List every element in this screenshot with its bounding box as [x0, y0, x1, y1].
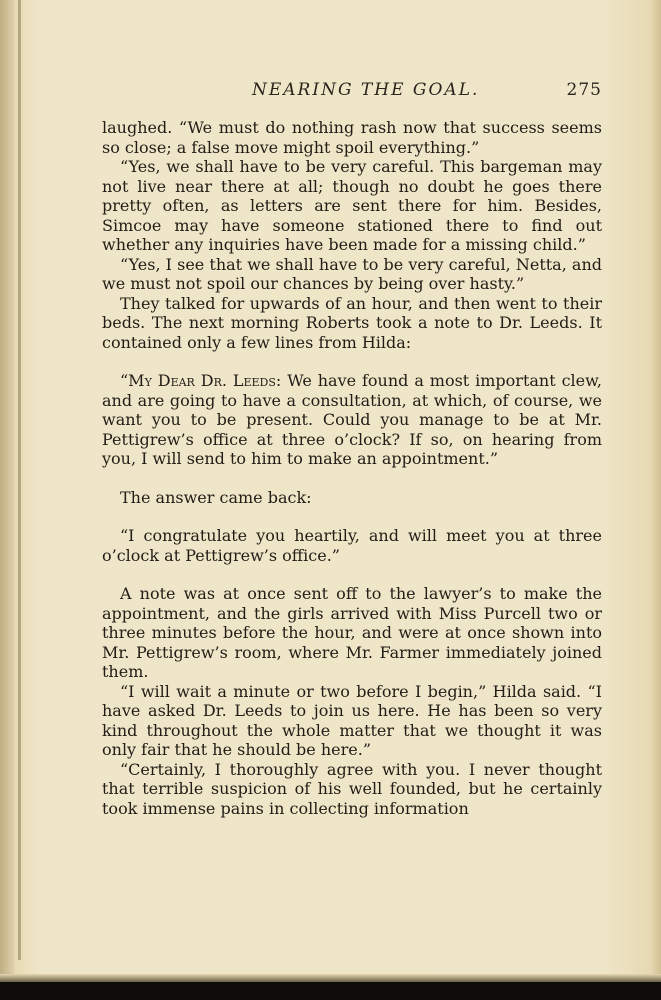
binding-shadow — [0, 0, 14, 980]
page-number: 275 — [566, 80, 602, 100]
spacer — [102, 352, 602, 371]
body-text — [102, 118, 602, 818]
paragraph: “Certainly, I thoroughly agree with you. I never thought that terrible suspicion of his well founded, but he certainly took immense pains in collecting information — [102, 759, 602, 818]
letter-salutation: “My Dear Dr. Leeds: — [120, 371, 282, 390]
scan-bottom-border — [0, 982, 661, 1000]
page-header — [102, 80, 602, 104]
spacer — [102, 507, 602, 526]
paragraph: “Yes, we shall have to be very careful. This bargeman may not live near there at all; though no doubt he goes there pretty often, as letters are sent there for him. Besides, Simcoe may have someone stationed there to find out whether any inquiries have been made for a missing child.” — [102, 157, 602, 254]
binding-line — [18, 0, 21, 960]
answer-intro: The answer came back: — [120, 487, 312, 507]
paragraph: “Yes, I see that we shall have to be very careful, Netta, and we must not spoil our chances by being over hasty.” — [102, 254, 602, 293]
spacer — [102, 565, 602, 584]
letter-paragraph — [102, 371, 602, 469]
letter-body: We have found a most important clew, and are going to have a consultation, at which, of course, we want you to be present. Could you manage to be at Mr. Pettigrew’s office at three o’clock? If so, on hearing from you, I will send to him to make an appointment.” — [102, 371, 603, 468]
paragraph: “I will wait a minute or two before I begin,” Hilda said. “I have asked Dr. Leeds to join us here. He has been so very kind throughout the whole matter that we thought it was only fair that he should be here.” — [102, 681, 602, 759]
paragraph: A note was at once sent off to the lawyer’s to make the appointment, and the girls arrived with Miss Purcell two or three minutes before the hour, and were at once shown into Mr. Pettigrew’s room, where Mr. Farmer immediately joined them. — [102, 584, 602, 681]
running-title: NEARING THE GOAL. — [252, 80, 480, 100]
paragraph: They talked for upwards of an hour, and then went to their beds. The next morning Roberts took a note to Dr. Leeds. It contained only a few lines from Hilda: — [102, 293, 602, 352]
page-bottom-edge — [0, 974, 661, 982]
spacer — [102, 469, 602, 488]
reply-paragraph: “I congratulate you heartily, and will meet you at three o’clock at Pettigrew’s office.” — [102, 526, 602, 565]
paragraph: laughed. “We must do nothing rash now that success seems so close; a false move might spoil everything.” — [102, 118, 602, 157]
